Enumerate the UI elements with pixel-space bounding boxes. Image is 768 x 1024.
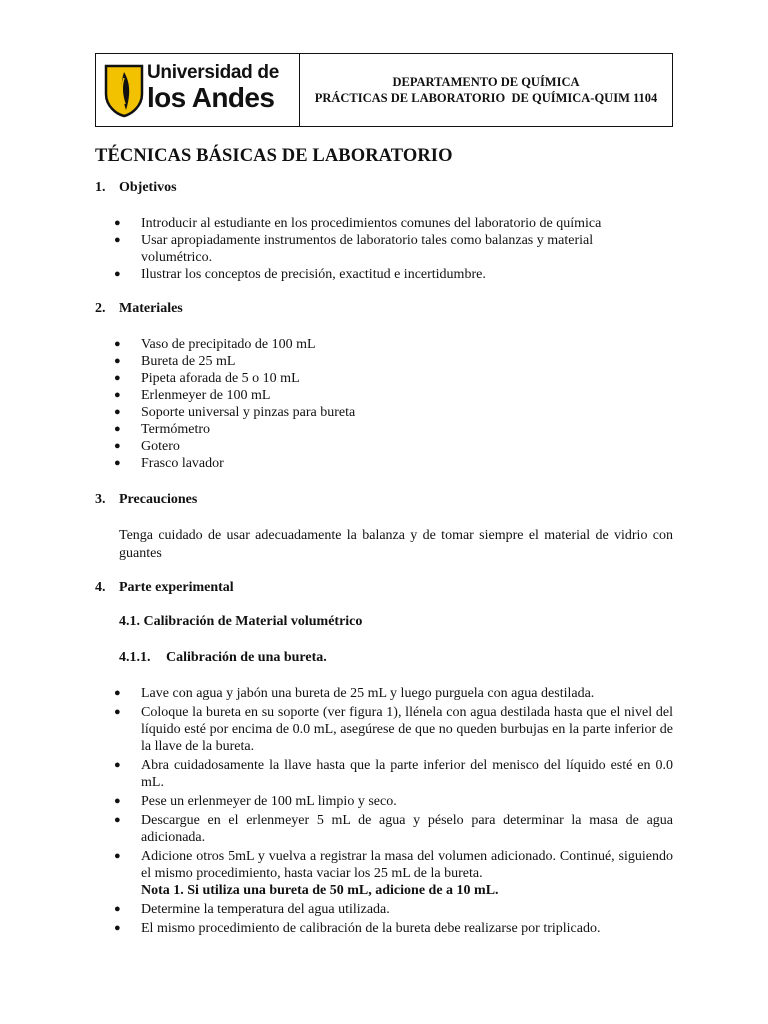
list-item: ● El mismo procedimiento de calibración de la bureta debe realizarse por triplicado. xyxy=(95,920,673,937)
list-item: ● Pipeta aforada de 5 o 10 mL xyxy=(95,370,673,387)
logo-line-2: los Andes xyxy=(147,82,275,113)
precauciones-text: Tenga cuidado de usar adecuadamente la balanza y de tomar siempre el material de vidrio con guantes xyxy=(119,528,673,561)
list-item: ● Determine la temperatura del agua utilizada. xyxy=(95,901,673,918)
course-name: PRÁCTICAS DE LABORATORIO DE QUÍMICA-QUIM 1104 xyxy=(314,91,658,105)
shield-logo-icon xyxy=(104,64,144,118)
list-item: ● Pese un erlenmeyer de 100 mL limpio y seco. xyxy=(95,793,673,810)
logo-line-1: Universidad de xyxy=(147,62,280,83)
page-title: TÉCNICAS BÁSICAS DE LABORATORIO xyxy=(95,146,453,166)
list-item: ● Gotero xyxy=(95,438,673,455)
subsection-calibracion-material: 4.1. Calibración de Material volumétrico xyxy=(119,614,363,629)
section-materiales-heading: 2. Materiales xyxy=(95,301,183,316)
subsection-calibracion-bureta: 4.1.1. Calibración de una bureta. xyxy=(119,650,327,665)
list-item step-with-note: ● Adicione otros 5mL y vuelva a registrar la masa del volumen adicionado. Continué, siguiendo el mismo procedimiento, hasta vaciar los 25 mL de la bureta. Nota 1. Si utiliza una bureta de 50 mL, adicione de a 10 mL. xyxy=(95,848,673,899)
list-item: ● Coloque la bureta en su soporte (ver figura 1), llénela con agua destilada hasta que el nivel del líquido esté por encima de 0.0 mL, asegúrese de que no queden burbujas en la parte inferior de la llave de la bureta. xyxy=(95,704,673,755)
list-item: ● Ilustrar los conceptos de precisión, exactitud e incertidumbre. xyxy=(95,266,673,283)
procedure-steps-list xyxy=(95,685,673,939)
list-item: ● Introducir al estudiante en los procedimientos comunes del laboratorio de química xyxy=(95,215,673,232)
list-item: ● Soporte universal y pinzas para bureta xyxy=(95,404,673,421)
department-cell xyxy=(300,54,672,126)
section-parte-experimental-heading: 4. Parte experimental xyxy=(95,580,234,595)
university-logo xyxy=(96,54,300,126)
list-item: ● Descargue en el erlenmeyer 5 mL de agua y péselo para determinar la masa de agua adicionada. xyxy=(95,812,673,846)
list-item: ● Lave con agua y jabón una bureta de 25 mL y luego purguela con agua destilada. xyxy=(95,685,673,702)
list-item: ● Bureta de 25 mL xyxy=(95,353,673,370)
list-item: ● Abra cuidadosamente la llave hasta que la parte inferior del menisco del líquido esté en 0.0 mL. xyxy=(95,757,673,791)
note-1: Nota 1. Si utiliza una bureta de 50 mL, adicione de a 10 mL. xyxy=(141,883,499,898)
header-table xyxy=(95,53,673,127)
list-item: ● Frasco lavador xyxy=(95,455,673,472)
list-item: ● Erlenmeyer de 100 mL xyxy=(95,387,673,404)
list-item: ● Termómetro xyxy=(95,421,673,438)
list-item: ● Vaso de precipitado de 100 mL xyxy=(95,336,673,353)
list-item: ● Usar apropiadamente instrumentos de laboratorio tales como balanzas y material volumétrico. xyxy=(95,232,673,266)
section-objetivos-heading: 1. Objetivos xyxy=(95,180,177,195)
objetivos-list xyxy=(95,215,673,283)
section-precauciones-heading: 3. Precauciones xyxy=(95,492,198,507)
materiales-list xyxy=(95,336,673,472)
department-name: DEPARTAMENTO DE QUÍMICA xyxy=(392,75,580,89)
